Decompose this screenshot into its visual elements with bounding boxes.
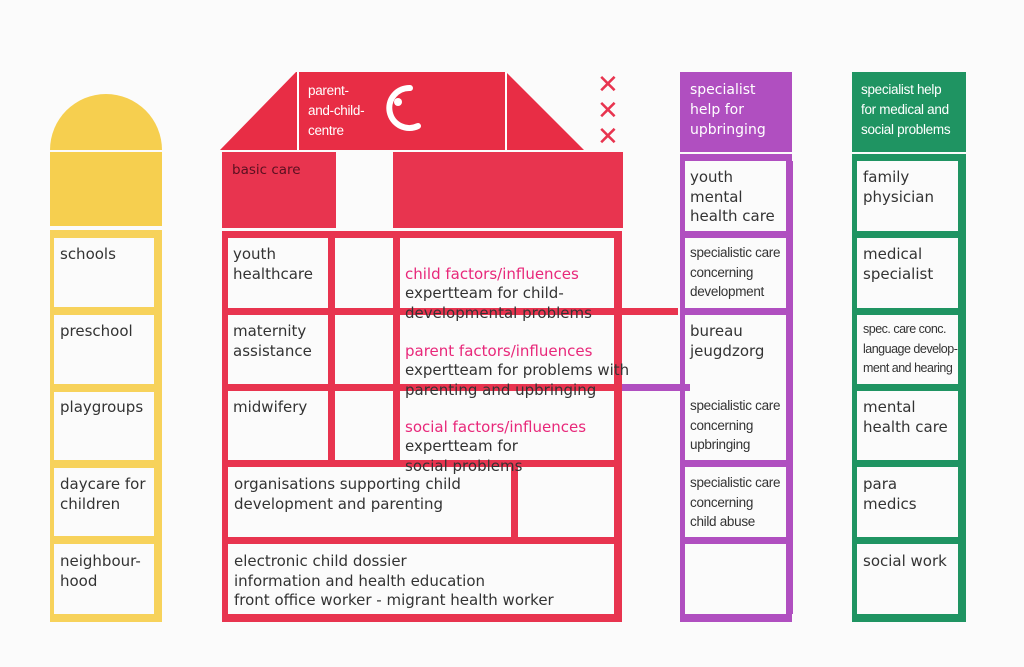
basic-care-block-right — [393, 152, 623, 228]
yellow-base-block — [50, 152, 162, 226]
green-band — [852, 384, 966, 391]
green-item-social-work: social work — [863, 552, 947, 570]
purple-band — [680, 537, 792, 544]
house-band — [222, 537, 622, 544]
factor-social-desc: expertteam for social problems — [405, 437, 523, 475]
left-item-preschool: preschool — [60, 322, 133, 340]
purple-item-child-abuse: specialistic care concerning child abuse — [690, 475, 781, 529]
factor-social-title: social factors/influences — [405, 417, 587, 436]
green-item-medical-specialist: medical specialist — [863, 245, 934, 283]
green-band — [852, 231, 966, 238]
house-right-wall — [614, 238, 622, 614]
purple-band — [680, 460, 792, 467]
x-cross-icon: ✕ — [597, 96, 619, 126]
x-cross-icon: ✕ — [597, 122, 619, 152]
house-left-wall — [222, 238, 228, 614]
yellow-band — [50, 614, 162, 622]
left-item-daycare: daycare for children — [60, 475, 146, 513]
house-item-maternity: maternity assistance — [233, 322, 312, 360]
roof-title: parent- and-child- centre — [308, 83, 365, 138]
purple-band — [680, 614, 792, 622]
house-item-midwifery: midwifery — [233, 398, 308, 416]
purple-item-bureau: bureau jeugdzorg — [690, 322, 765, 360]
house-inner-post — [328, 238, 335, 460]
left-item-neighbourhood: neighbour- hood — [60, 552, 141, 590]
purple-item-upbringing: specialistic care concerning upbringing — [690, 398, 781, 452]
purple-header: specialist help for upbringing — [690, 82, 766, 138]
yellow-band — [50, 230, 162, 238]
house-dossier: electronic child dossier information and health education front office worker - migrant health worker — [234, 552, 554, 609]
yellow-right-post — [154, 238, 162, 614]
c-moon-logo-icon — [380, 82, 424, 134]
left-item-schools: schools — [60, 245, 116, 263]
left-item-playgroups: playgroups — [60, 398, 144, 416]
factor-child-title: child factors/influences — [405, 264, 579, 283]
factor-child-desc: expertteam for child- developmental problems — [405, 284, 592, 322]
green-item-para-medics: para medics — [863, 475, 917, 513]
yellow-band — [50, 536, 162, 544]
green-header: specialist help for medical and social problems — [861, 82, 951, 137]
green-right-post — [958, 161, 966, 614]
basic-care-label: basic care — [232, 162, 301, 178]
green-band — [852, 614, 966, 622]
green-item-family-physician: family physician — [863, 168, 935, 206]
purple-right-post — [786, 161, 793, 614]
purple-band — [680, 231, 792, 238]
factor-parent-desc: expertteam for problems with parenting and upbringing — [405, 361, 630, 399]
yellow-band — [50, 384, 162, 392]
house-organisations: organisations supporting child development and parenting — [234, 475, 461, 513]
purple-band — [680, 154, 792, 161]
purple-item-development: specialistic care concerning development — [690, 245, 781, 299]
purple-band — [680, 308, 792, 315]
yellow-dome — [50, 94, 162, 150]
house-item-youth-healthcare: youth healthcare — [233, 245, 313, 283]
yellow-band — [50, 307, 162, 315]
green-item-mental-health: mental health care — [863, 398, 948, 436]
x-cross-icon: ✕ — [597, 70, 619, 100]
house-band — [222, 614, 622, 622]
green-band — [852, 537, 966, 544]
green-band — [852, 460, 966, 467]
purple-item-youth-mental: youth mental health care — [690, 168, 775, 225]
house-inner-post — [393, 238, 400, 460]
green-left-post — [852, 161, 857, 614]
green-band — [852, 308, 966, 315]
green-item-language: spec. care conc. language develop- ment and hearing — [863, 322, 958, 375]
house-band — [222, 231, 622, 238]
factor-parent-title: parent factors/influences — [405, 341, 593, 360]
green-band — [852, 154, 966, 161]
purple-left-post — [680, 161, 685, 614]
yellow-band — [50, 460, 162, 468]
yellow-left-post — [50, 238, 54, 614]
